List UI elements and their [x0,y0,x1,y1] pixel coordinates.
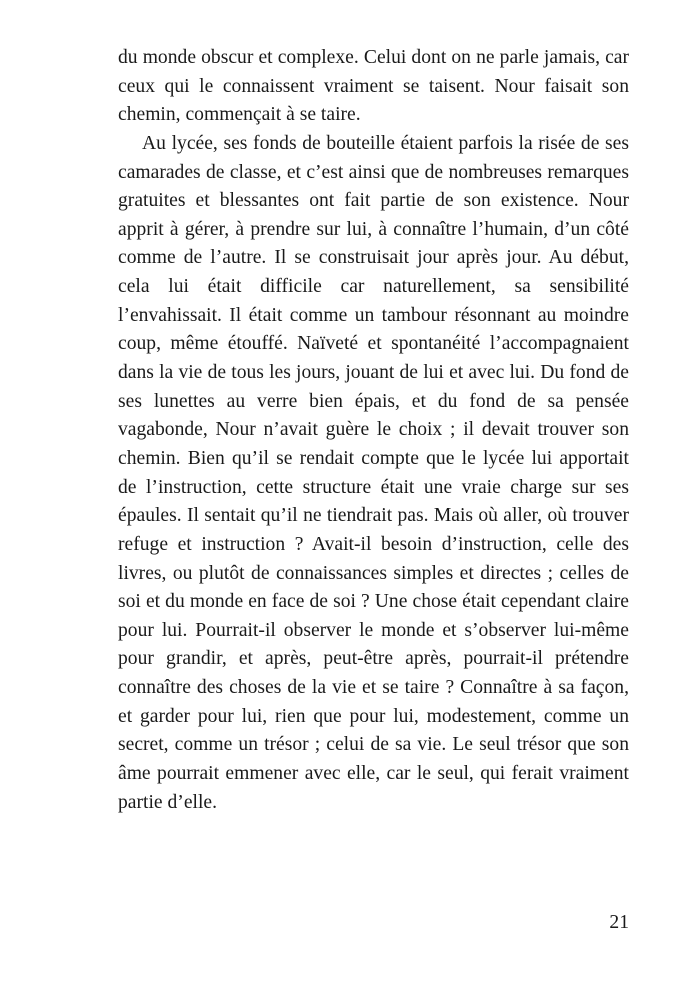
text-line: chemin. Bien qu’il se rendait compte que le lycée lui apportait [118,447,629,469]
text-line: l’envahissait. Il était comme un tambour résonnant au moindre [118,304,629,326]
text-line: âme pourrait emmener avec elle, car le seul, qui ferait vraiment [118,763,629,785]
text-line: connaître des choses de la vie et se taire ? Connaître à sa façon, [118,677,629,699]
text-line: Au lycée, ses fonds de bouteille étaient parfois la risée de ses [142,132,629,154]
text-line: livres, ou plutôt de connaissances simples et directes ; celles de [118,562,629,584]
text-line: refuge et instruction ? Avait-il besoin d’instruction, celle des [118,533,629,555]
text-line: soi et du monde en face de soi ? Une chose était cependant claire [118,591,629,613]
text-line: partie d’elle. [118,791,218,813]
text-line: vagabonde, Nour n’avait guère le choix ; il devait trouver son [118,419,629,441]
text-line: gratuites et blessantes ont fait partie de son existence. Nour [118,190,629,212]
page-body-text [118,44,629,817]
text-line: camarades de classe, et c’est ainsi que de nombreuses remarques [118,161,629,183]
text-line: ses lunettes au verre bien épais, et du fond de sa pensée [118,390,629,412]
text-line: pour lui. Pourrait-il observer le monde et s’observer lui-même [118,619,629,641]
text-line: pour grandir, et après, peut-être après, pourrait-il prétendre [118,648,629,670]
text-line: coup, même étouffé. Naïveté et spontanéité l’accompagnaient [118,333,629,355]
text-line: comme de l’autre. Il se construisait jour après jour. Au début, [118,247,629,269]
text-line: secret, comme un trésor ; celui de sa vie. Le seul trésor que son [118,734,629,756]
text-line: cela lui était difficile car naturellement, sa sensibilité [118,276,629,298]
text-line: dans la vie de tous les jours, jouant de lui et avec lui. Du fond de [118,362,629,384]
text-line: de l’instruction, cette structure était une vraie charge sur ses [118,476,629,498]
text-line: du monde obscur et complexe. Celui dont on ne parle jamais, car [118,47,629,68]
text-line: épaules. Il sentait qu’il ne tiendrait pas. Mais où aller, où trouver [118,505,629,527]
text-line: apprit à gérer, à prendre sur lui, à connaître l’humain, d’un côté [118,218,629,240]
text-line: ceux qui le connaissent vraiment se taisent. Nour faisait son [118,75,629,97]
text-line: chemin, commençait à se taire. [118,104,361,126]
page-number: 21 [609,912,629,933]
text-line: et garder pour lui, rien que pour lui, modestement, comme un [118,705,629,727]
